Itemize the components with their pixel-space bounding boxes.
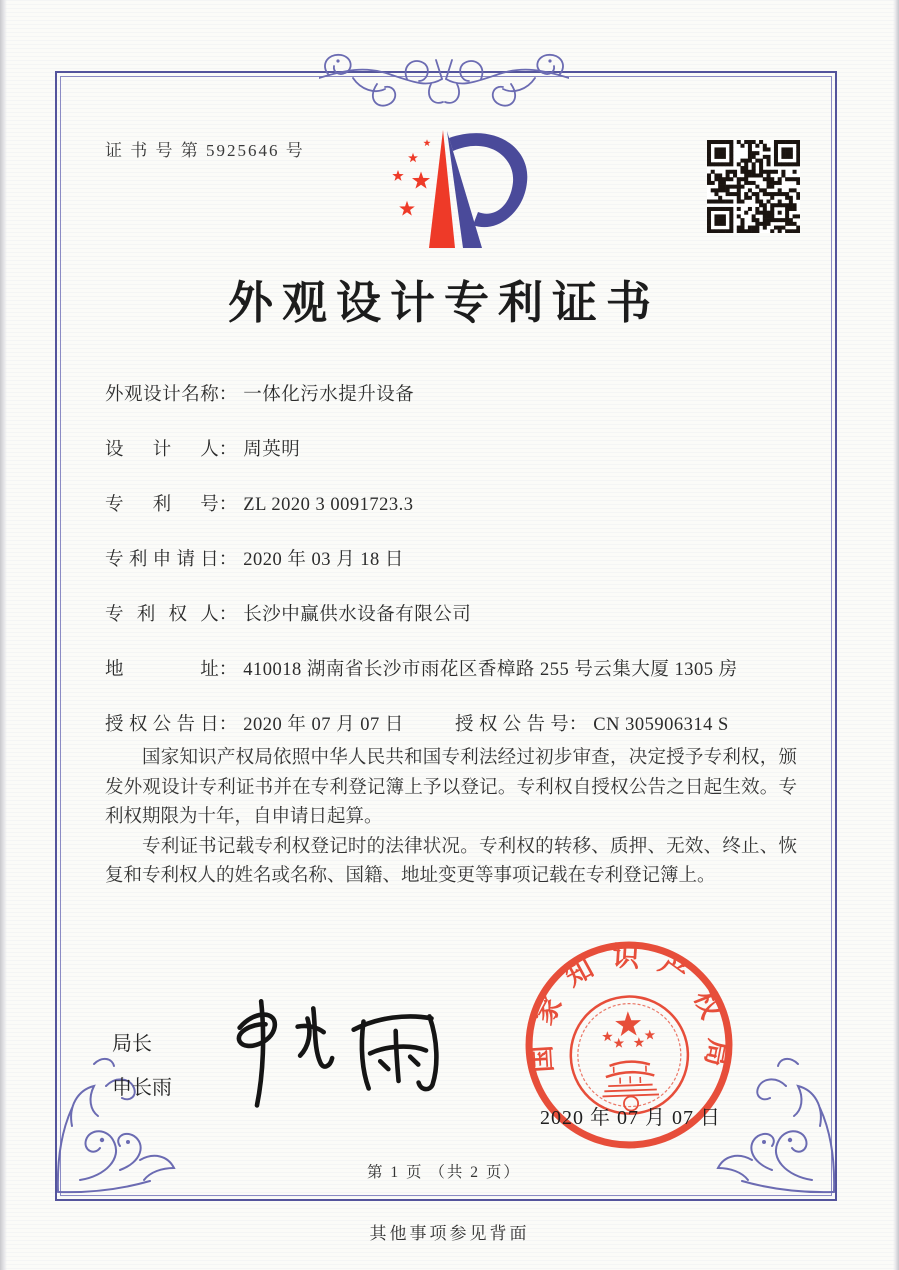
certificate-title: 外观设计专利证书 [227,278,660,328]
field-patent-number [105,492,797,518]
field-filing-date [105,547,797,573]
field-colon: ： [218,440,238,460]
scan-edge [893,0,899,1270]
field-value: 长沙中赢供水设备有限公司 [243,605,472,625]
field-address [105,657,797,683]
qr-code [707,140,800,233]
field-colon: ： [218,550,238,570]
field-label: 专利申请日 [105,550,219,570]
field-patentee [105,602,797,628]
cnipa-logo-icon [383,130,533,252]
field-label: 地址 [105,660,219,680]
legal-paragraph: 国家知识产权局依照中华人民共和国专利法经过初步审查，决定授予专利权，颁发外观设计专利证书并在专利登记簿上予以登记。专利权自授权公告之日起生效。专利权期限为十年，自申请日起算。 [105,748,797,827]
field-designer [105,437,797,463]
seal-date: 2020 年 07 月 07 日 [540,1107,721,1129]
field-value: 一体化污水提升设备 [243,385,415,405]
signature-script [211,990,463,1109]
field-label: 授权公告号 [455,715,569,735]
field-colon: ： [568,715,588,735]
signer-block [112,1022,172,1110]
signer-title: 局长 [112,1033,152,1055]
field-label: 设计人 [105,440,219,460]
signer-name: 申长雨 [112,1077,172,1099]
field-label: 专利号 [105,495,219,515]
seal-ring-text: 国家知识产权局 [525,941,735,1086]
field-value: ZL 2020 3 0091723.3 [243,495,414,515]
certificate-fields [105,382,797,767]
field-colon: ： [218,715,238,735]
field-value: 410018 湖南省长沙市雨花区香樟路 255 号云集大厦 1305 房 [243,660,738,680]
field-colon: ： [218,605,238,625]
field-value: CN 305906314 S [593,715,729,735]
field-label: 外观设计名称 [105,385,219,405]
field-colon: ： [218,385,238,405]
page-number: 第 1 页 （共 2 页） [367,1164,521,1181]
scan-edge [0,0,7,1270]
field-value: 2020 年 03 月 18 日 [243,550,404,570]
field-grant-number [455,712,729,738]
certificate-number: 证 书 号 第 5925646 号 [105,141,305,160]
field-colon: ： [218,660,238,680]
legal-paragraph: 专利证书记载专利权登记时的法律状况。专利权的转移、质押、无效、终止、恢复和专利权人的姓名或名称、国籍、地址变更等事项记载在专利登记簿上。 [105,836,797,886]
back-side-note: 其他事项参见背面 [369,1224,530,1243]
field-label: 授权公告日 [105,715,219,735]
field-grant-row [105,712,797,738]
national-emblem [569,995,690,1116]
field-colon: ： [218,495,238,515]
field-design-name [105,382,797,408]
field-value: 2020 年 07 月 07 日 [243,715,404,735]
legal-body-text [105,744,797,892]
field-value: 周英明 [243,440,301,460]
field-label: 专利权人 [105,605,219,625]
